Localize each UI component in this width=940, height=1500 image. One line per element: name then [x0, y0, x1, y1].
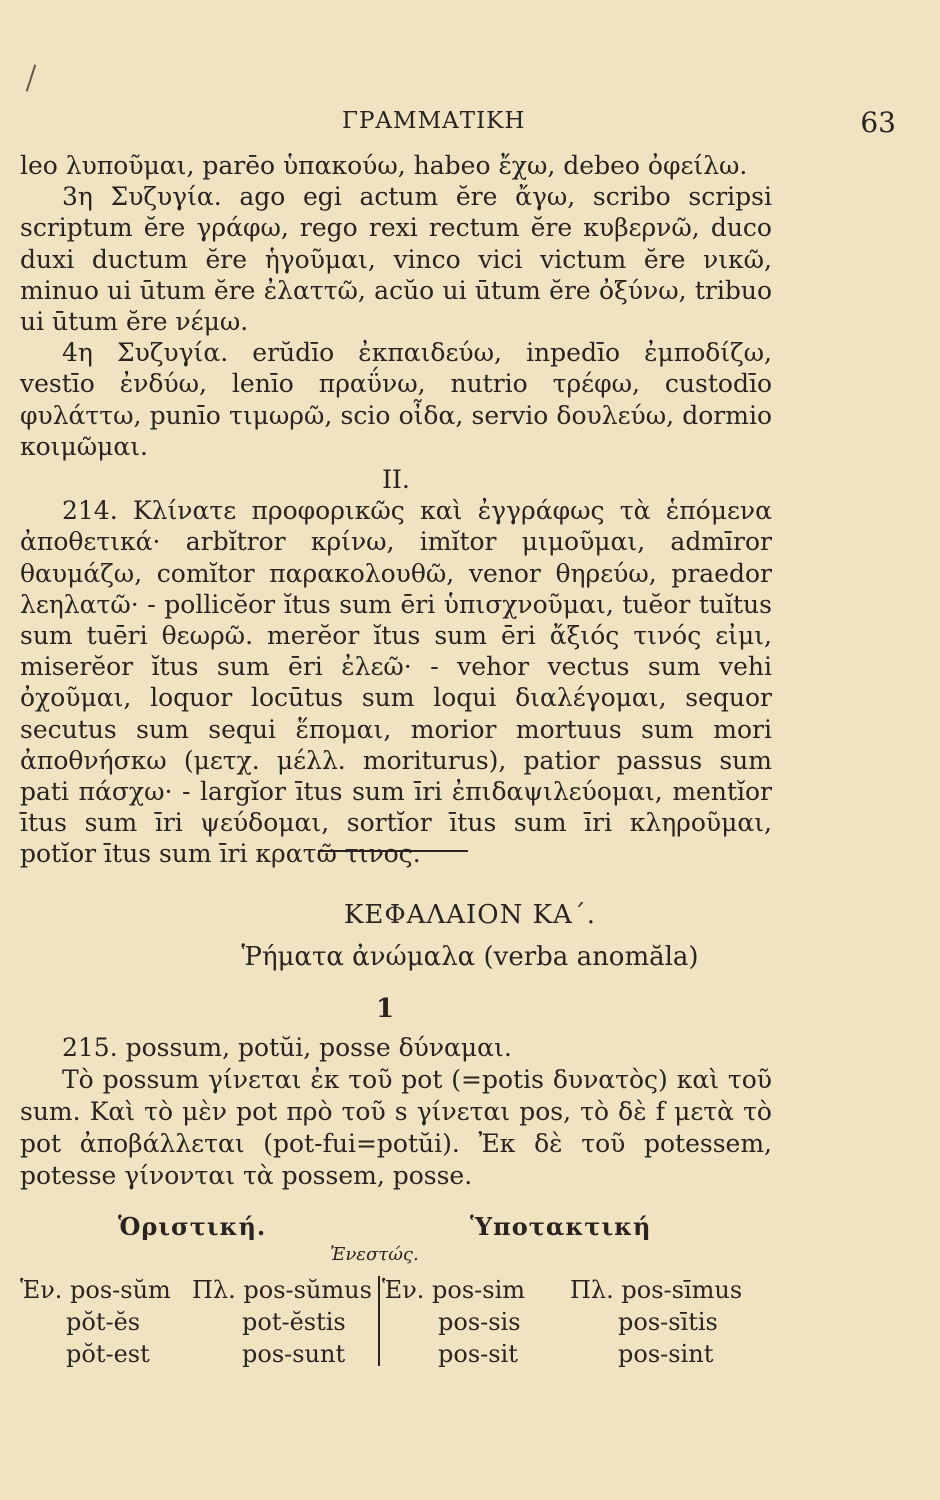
paragraph-leo: leo λυποῦμαι, parēo ὑπακούω, habeo ἔχω, debeo ὀφείλω.	[20, 151, 748, 180]
conj-form: pos-sis	[438, 1308, 521, 1336]
conj-form: pos-sītis	[618, 1308, 718, 1336]
conj-form: Πλ. pos-sīmus	[570, 1276, 743, 1304]
page-header	[0, 108, 940, 140]
conj-form: Ἑν. pos-sŭm	[20, 1276, 171, 1304]
conj-form: Ἑν. pos-sim	[382, 1276, 526, 1304]
conj-form: Πλ. pos-sŭmus	[192, 1276, 372, 1304]
column-divider	[378, 1276, 380, 1366]
running-title: ΓΡΑΜΜΑΤΙΚΗ	[342, 108, 526, 134]
paragraph-215-text: Τὸ possum γίνεται ἐκ τοῦ pot (=potis δυνατὸς) καὶ τοῦ sum. Καὶ τὸ μὲν pot πρὸ τοῦ s γίνεται pos, τὸ δὲ f μετὰ τὸ pot ἀποβάλλεται (pot-fui=potŭi). Ἐκ δὲ τοῦ potessem, potesse γίνονται τὰ possem, posse.	[20, 1065, 772, 1190]
conj-form: pŏt-ĕs	[66, 1308, 141, 1336]
paragraph-214: 214. Κλίνατε προφορικῶς καὶ ἐγγράφως τὰ ἑπόμενα ἀποθετικά· arbĭtror κρίνω, imĭtor μιμοῦμαι, admīror θαυμάζω, comĭtor παρακολουθῶ, venor θηρεύω, praedor λεηλατῶ· - pollicĕor ĭtus sum ēri ὑπισχνοῦμαι, tuĕor tuĭtus sum tuēri θεωρῶ. merĕor ĭtus sum ēri ἄξιός τινός εἰμι, miserĕor ĭtus sum ēri ἐλεῶ· - vehor vectus sum vehi ὀχοῦμαι, loquor locūtus sum loqui διαλέγομαι, sequor secutus sum sequi ἕπομαι, morior mortuus sum mori ἀποθνήσκω (μετχ. μέλλ. moriturus), patior passus sum pati πάσχω· - largĭor ītus sum īri ἐπιδαψιλεύομαι, mentĭor ītus sum īri ψεύδομαι, sortĭor ītus sum īri κληροῦμαι, potĭor ītus sum īri κρατῶ τινος.	[20, 496, 772, 869]
conj-form: pos-sit	[438, 1340, 518, 1368]
subjunctive-singular	[382, 1274, 525, 1370]
mood-indicative: Ὁριστική.	[118, 1212, 267, 1241]
tense-present: Ἐνεστώς.	[330, 1244, 419, 1265]
mood-subjunctive: Ὑποτακτική	[470, 1212, 652, 1241]
conj-form: pot-ĕstis	[242, 1308, 346, 1336]
conj-form: pŏt-est	[66, 1340, 150, 1368]
margin-mark	[26, 64, 37, 91]
subjunctive-plural	[570, 1274, 742, 1370]
section-number: 1	[375, 994, 395, 1024]
paragraph-215-block	[20, 1032, 772, 1192]
paragraph-215-heading: 215. possum, potŭi, posse δύναμαι.	[62, 1033, 512, 1062]
paragraph-fourth-conjugation: 4η Συζυγία. erŭdīo ἐκπαιδεύω, inpedīo ἐμποδίζω, vestīo ἐνδύω, lenīo πραΰνω, nutrio τρέφω, custodīo φυλάττω, punīo τιμωρῶ, scio οἶδα, servio δουλεύω, dormio κοιμῶμαι.	[20, 338, 772, 461]
section-roman-numeral: II.	[382, 465, 410, 495]
indicative-plural	[192, 1274, 372, 1370]
chapter-title: ΚΕΦΑΛΑΙΟΝ ΚΑ΄.	[343, 900, 597, 930]
paragraph-third-conjugation: 3η Συζυγία. ago egi actum ĕre ἄγω, scribo scripsi scriptum ĕre γράφω, rego rexi rectum ĕre κυβερνῶ, duco duxi ductum ĕre ἡγοῦμαι, vinco vici victum ĕre νικῶ, minuo ui ūtum ĕre ἐλαττῶ, acŭo ui ūtum ĕre ὀξύνω, tribuo ui ūtum ĕre νέμω.	[20, 182, 772, 337]
conj-form: pos-sunt	[242, 1340, 346, 1368]
conj-form: pos-sint	[618, 1340, 714, 1368]
chapter-subtitle: Ῥήματα ἀνώμαλα (verba anomăla)	[241, 942, 699, 972]
main-text	[20, 150, 772, 870]
divider-rule	[318, 850, 468, 852]
indicative-singular	[20, 1274, 171, 1370]
page-number: 63	[860, 106, 896, 139]
